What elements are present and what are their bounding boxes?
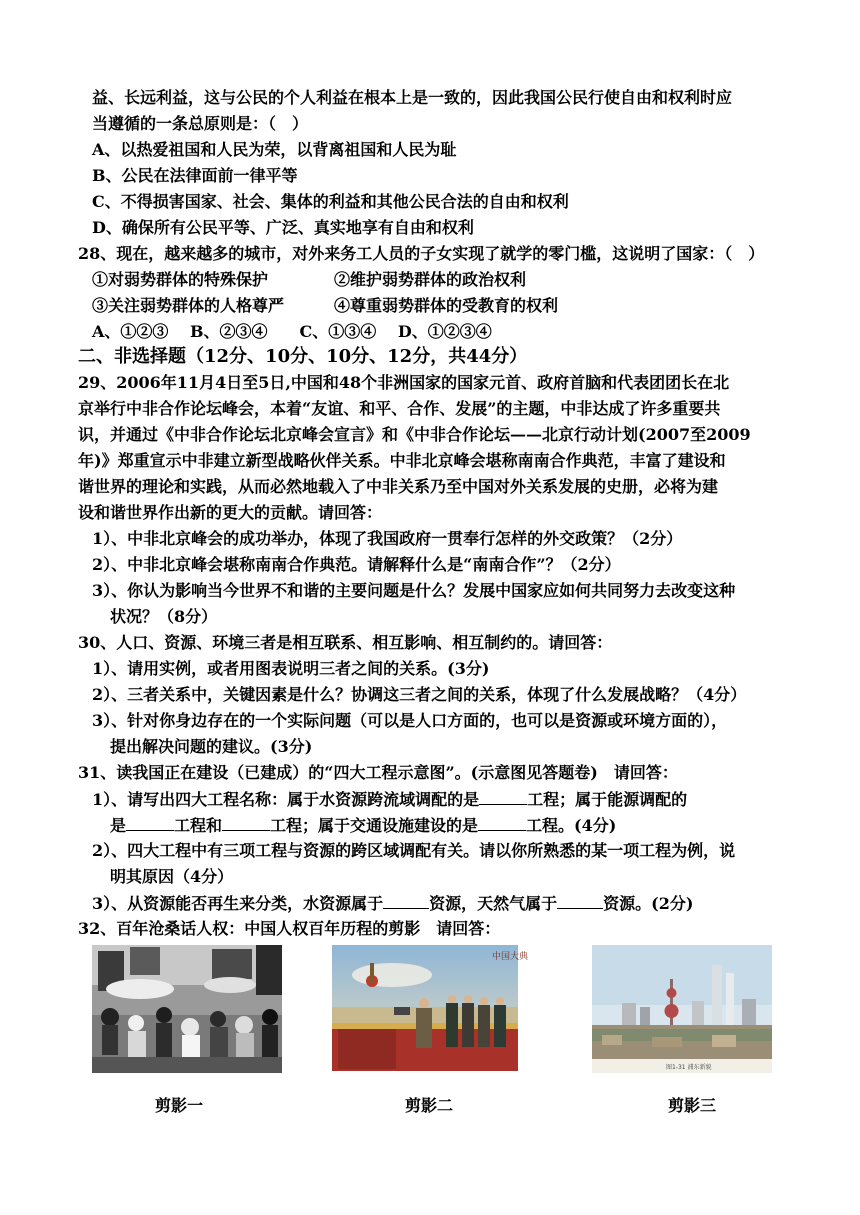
q28-item-3: ③关注弱势群体的人格尊严	[92, 296, 285, 315]
q27-stem-line1: 益、长远利益，这与公民的个人利益在根本上是一致的，因此我国公民行使自由和权利时应	[92, 88, 733, 107]
answer-blank[interactable]	[557, 893, 603, 909]
q29-line6: 设和谐世界作出新的更大的贡献。请回答：	[78, 503, 383, 522]
q31-sub2-line2: 明其原因（4分）	[110, 867, 234, 886]
answer-blank[interactable]	[383, 893, 429, 909]
q28-choices: A、①②③ B、②③④ C、①③④ D、①②③④	[92, 322, 492, 341]
answer-blank[interactable]	[479, 789, 527, 805]
q28-stem: 28、现在，越来越多的城市，对外来务工人员的子女实现了就学的零门槛，这说明了国家：（ ）	[78, 244, 765, 263]
q28-item-2: ②维护弱势群体的政治权利	[334, 270, 527, 289]
answer-blank[interactable]	[222, 815, 270, 831]
photo-founding-ceremony	[332, 945, 529, 1071]
q31-sub2-line1: 2）、四大工程中有三项工程与资源的跨区域调配有关。请以你所熟悉的某一项工程为例，说	[92, 841, 736, 860]
q27-option-d: D、确保所有公民平等、广泛、真实地享有自由和权利	[92, 218, 474, 237]
q29-line4: 年)》郑重宣示中非建立新型战略伙伴关系。中非北京峰会堪称南南合作典范，丰富了建设和	[78, 451, 726, 470]
q31-sub1-text-a: 1）、请写出四大工程名称：属于水资源跨流域调配的是	[92, 790, 480, 809]
answer-blank[interactable]	[126, 815, 174, 831]
q27-option-c: C、不得损害国家、社会、集体的利益和其他公民合法的自由和权利	[92, 192, 569, 211]
photo3-caption-text: 图1-31 浦东新貌	[666, 1064, 712, 1071]
q31-sub3-text-b: 资源，天然气属于	[429, 894, 558, 913]
q29-sub1: 1）、中非北京峰会的成功举办，体现了我国政府一贯奉行怎样的外交政策？（2分）	[92, 529, 683, 548]
q29-line5: 谐世界的理论和实践，从而必然地载入了中非关系乃至中国对外关系发展的史册，必将为建	[78, 477, 719, 496]
q30-sub2: 2）、三者关系中，关键因素是什么？协调这三者之间的关系，体现了什么发展战略？（4分）	[92, 685, 747, 704]
q29-sub3-line1: 3）、你认为影响当今世界不和谐的主要问题是什么？发展中国家应如何共同努力去改变这种	[92, 581, 736, 600]
q28-item-1: ①对弱势群体的特殊保护	[92, 270, 269, 289]
q31-sub1-text-f: 工程。(4分)	[526, 816, 617, 835]
section-heading: 二、非选择题（12分、10分、10分、12分，共44分）	[78, 346, 528, 367]
q27-stem-line2: 当遵循的一条总原则是：（ ）	[92, 114, 309, 133]
q31-sub1-text-c: 是	[110, 816, 127, 835]
photo-caption-3: 剪影三	[668, 1096, 717, 1115]
q29-line1: 29、2006年11月4日至5日,中国和48个非洲国家的国家元首、政府首脑和代表团团长在北	[78, 373, 730, 392]
q30-sub1: 1）、请用实例，或者用图表说明三者之间的关系。(3分)	[92, 659, 490, 678]
q31-sub1-text-e: 工程；属于交通设施建设的是	[270, 816, 479, 835]
q28-item-4: ④尊重弱势群体的受教育的权利	[334, 296, 559, 315]
q27-option-a: A、以热爱祖国和人民为荣，以背离祖国和人民为耻	[92, 140, 457, 159]
q30-sub3-line1: 3）、针对你身边存在的一个实际问题（可以是人口方面的，也可以是资源或环境方面的），	[92, 711, 728, 730]
q31-sub1-text-b: 工程；属于能源调配的	[527, 790, 688, 809]
q31-stem: 31、读我国正在建设（已建成）的“四大工程示意图”。(示意图见答题卷) 请回答：	[78, 763, 678, 782]
q31-sub1-text-d: 工程和	[174, 816, 223, 835]
q31-sub3-text-c: 资源。(2分)	[603, 894, 694, 913]
q31-sub1-line1	[92, 789, 687, 810]
q29-sub2: 2）、中非北京峰会堪称南南合作典范。请解释什么是“南南合作”？（2分）	[92, 555, 621, 574]
q30-stem: 30、人口、资源、环境三者是相互联系、相互影响、相互制约的。请回答：	[78, 633, 613, 652]
q29-line3: 识，并通过《中非合作论坛北京峰会宣言》和《中非合作论坛——北京行动计划(2007至2009	[78, 425, 751, 444]
answer-blank[interactable]	[478, 815, 526, 831]
q31-sub3-text-a: 3）、从资源能否再生来分类，水资源属于	[92, 894, 384, 913]
q27-option-b: B、公民在法律面前一律平等	[92, 166, 298, 185]
photo-pudong-skyline	[592, 945, 772, 1073]
q30-sub3-line2: 提出解决问题的建议。(3分)	[110, 737, 313, 756]
photo-old-street-crowd	[92, 945, 282, 1073]
q29-sub3-line2: 状况？（8分）	[110, 607, 218, 626]
q29-line2: 京举行中非合作论坛峰会，本着“友谊、和平、合作、发展”的主题，中非达成了许多重要共	[78, 399, 721, 418]
photo-caption-1: 剪影一	[155, 1096, 204, 1115]
q31-sub1-line2	[110, 815, 616, 836]
photo-caption-2: 剪影二	[405, 1096, 454, 1115]
photo2-banner-text: 中国大典	[492, 952, 529, 962]
q31-sub3	[92, 893, 693, 914]
q32-stem: 32、百年沧桑话人权：中国人权百年历程的剪影 请回答：	[78, 919, 501, 938]
